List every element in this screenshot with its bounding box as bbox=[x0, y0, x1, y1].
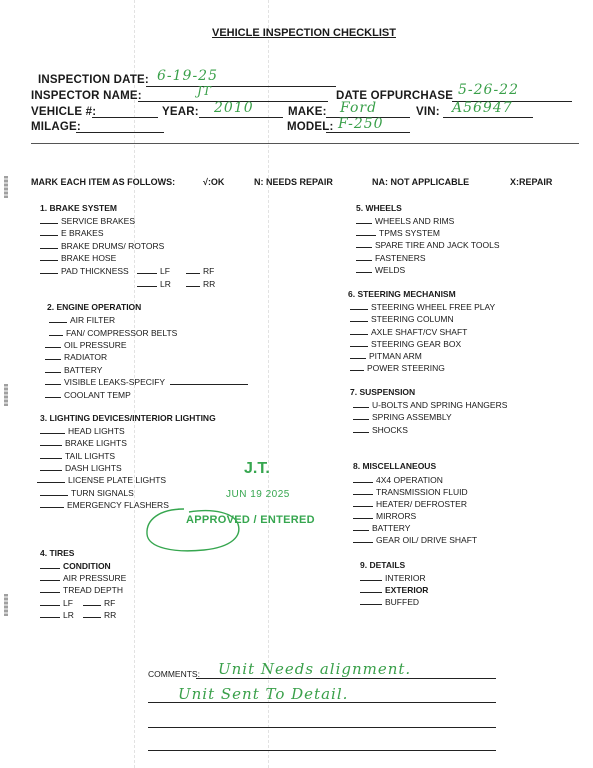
inspector-name-value[interactable]: JT bbox=[197, 84, 212, 98]
checklist-item[interactable]: FAN/ COMPRESSOR BELTS bbox=[49, 327, 177, 338]
pad-lf[interactable]: LF bbox=[137, 265, 170, 276]
legend-repair: X:REPAIR bbox=[510, 177, 553, 187]
pad-rf[interactable]: RF bbox=[186, 265, 214, 276]
brake-system-heading: 1. BRAKE SYSTEM bbox=[40, 203, 117, 213]
checklist-item[interactable]: EMERGENCY FLASHERS bbox=[40, 499, 169, 510]
model-value[interactable]: F-250 bbox=[338, 116, 384, 132]
tire-lr[interactable]: LR bbox=[40, 609, 74, 620]
suspension-heading: 7. SUSPENSION bbox=[350, 387, 416, 397]
engine-operation-heading: 2. ENGINE OPERATION bbox=[47, 302, 142, 312]
comment-line[interactable] bbox=[148, 727, 496, 728]
checklist-item[interactable]: E BRAKES bbox=[40, 227, 104, 238]
checklist-item[interactable]: HEATER/ DEFROSTER bbox=[353, 498, 467, 509]
checklist-item[interactable]: BRAKE DRUMS/ ROTORS bbox=[40, 240, 164, 251]
comment-line[interactable] bbox=[196, 678, 496, 679]
inspection-date-line bbox=[146, 86, 336, 87]
inspection-date-label: INSPECTION DATE: bbox=[38, 74, 149, 86]
checklist-item[interactable]: STEERING COLUMN bbox=[350, 313, 454, 324]
checklist-item[interactable]: GEAR OIL/ DRIVE SHAFT bbox=[353, 534, 477, 545]
miscellaneous-heading: 8. MISCELLANEOUS bbox=[353, 461, 437, 471]
checklist-item[interactable]: AXLE SHAFT/CV SHAFT bbox=[350, 326, 467, 337]
scan-artifact-line bbox=[268, 0, 269, 768]
make-label: MAKE: bbox=[288, 106, 327, 118]
comment-line[interactable] bbox=[148, 750, 496, 751]
vehicle-number-label: VEHICLE #: bbox=[31, 106, 97, 118]
comments-label: COMMENTS: bbox=[148, 669, 200, 679]
vin-line bbox=[443, 117, 533, 118]
inspection-date-value[interactable]: 6-19-25 bbox=[157, 68, 218, 84]
comment-line-2[interactable]: Unit Sent To Detail. bbox=[178, 685, 349, 703]
checklist-item[interactable]: SPRING ASSEMBLY bbox=[353, 411, 452, 422]
model-label: MODEL: bbox=[287, 121, 334, 133]
pad-rr[interactable]: RR bbox=[186, 278, 215, 289]
tires-condition[interactable]: CONDITION bbox=[40, 560, 111, 571]
checklist-item[interactable]: BATTERY bbox=[45, 364, 102, 375]
checklist-item[interactable]: EXTERIOR bbox=[360, 584, 428, 595]
checklist-item[interactable]: COOLANT TEMP bbox=[45, 389, 131, 400]
pad-lr[interactable]: LR bbox=[137, 278, 171, 289]
visible-leaks-specify-line[interactable] bbox=[170, 384, 248, 385]
checklist-item[interactable]: TURN SIGNALS bbox=[40, 487, 134, 498]
checklist-item[interactable]: STEERING GEAR BOX bbox=[350, 338, 461, 349]
checklist-item[interactable]: 4X4 OPERATION bbox=[353, 474, 443, 485]
milage-label: MILAGE: bbox=[31, 121, 81, 133]
stamp-status: APPROVED / ENTERED bbox=[186, 514, 315, 526]
page-title: VEHICLE INSPECTION CHECKLIST bbox=[212, 27, 396, 39]
checklist-item[interactable]: BATTERY bbox=[353, 522, 410, 533]
checklist-item[interactable]: SHOCKS bbox=[353, 424, 408, 435]
vehicle-number-line bbox=[92, 117, 158, 118]
steering-heading: 6. STEERING MECHANISM bbox=[348, 289, 456, 299]
checklist-item[interactable]: PAD THICKNESS bbox=[40, 265, 129, 276]
checklist-item[interactable]: TPMS SYSTEM bbox=[356, 227, 440, 238]
checklist-item[interactable]: TREAD DEPTH bbox=[40, 584, 123, 595]
checklist-item[interactable]: BUFFED bbox=[360, 596, 419, 607]
checklist-item[interactable]: VISIBLE LEAKS-SPECIFY bbox=[45, 376, 165, 387]
checklist-item[interactable]: BRAKE LIGHTS bbox=[40, 437, 127, 448]
checklist-item[interactable]: PITMAN ARM bbox=[350, 350, 422, 361]
stamp-initials: J.T. bbox=[244, 460, 270, 477]
milage-line bbox=[76, 132, 164, 133]
tires-heading: 4. TIRES bbox=[40, 548, 75, 558]
stamp-date: JUN 19 2025 bbox=[226, 489, 290, 500]
checklist-item[interactable]: MIRRORS bbox=[353, 510, 416, 521]
legend-needs-repair: N: NEEDS REPAIR bbox=[254, 177, 333, 187]
checklist-item[interactable]: WELDS bbox=[356, 264, 405, 275]
wheels-heading: 5. WHEELS bbox=[356, 203, 402, 213]
year-label: YEAR: bbox=[162, 106, 199, 118]
vin-label: VIN: bbox=[416, 106, 440, 118]
tire-rr[interactable]: RR bbox=[83, 609, 116, 620]
checklist-item[interactable]: WHEELS AND RIMS bbox=[356, 215, 454, 226]
inspector-name-label: INSPECTOR NAME: bbox=[31, 90, 142, 102]
checklist-item[interactable]: TAIL LIGHTS bbox=[40, 450, 115, 461]
legend-intro: MARK EACH ITEM AS FOLLOWS: bbox=[31, 177, 176, 187]
checklist-item[interactable]: LICENSE PLATE LIGHTS bbox=[37, 474, 166, 485]
checklist-item[interactable]: OIL PRESSURE bbox=[45, 339, 127, 350]
checklist-item[interactable]: DASH LIGHTS bbox=[40, 462, 122, 473]
tire-lf[interactable]: LF bbox=[40, 597, 73, 608]
checklist-item[interactable]: AIR PRESSURE bbox=[40, 572, 126, 583]
stamp-circle-mark bbox=[144, 506, 244, 554]
purchase-date-value[interactable]: 5-26-22 bbox=[458, 82, 519, 98]
purchase-date-label: DATE OFPURCHASE bbox=[336, 90, 454, 102]
checklist-item[interactable]: INTERIOR bbox=[360, 572, 426, 583]
checklist-item[interactable]: TRANSMISSION FLUID bbox=[353, 486, 468, 497]
checklist-item[interactable]: AIR FILTER bbox=[49, 314, 115, 325]
checklist-item[interactable]: POWER STEERING bbox=[350, 362, 445, 373]
vin-value[interactable]: A56947 bbox=[452, 100, 513, 116]
legend-ok: √:OK bbox=[203, 177, 225, 187]
comment-line-1[interactable]: Unit Needs alignment. bbox=[218, 660, 412, 678]
checklist-item[interactable]: HEAD LIGHTS bbox=[40, 425, 125, 436]
checklist-item[interactable]: SPARE TIRE AND JACK TOOLS bbox=[356, 239, 500, 250]
checklist-item[interactable]: FASTENERS bbox=[356, 252, 426, 263]
scan-smear bbox=[4, 384, 8, 406]
model-line bbox=[326, 132, 410, 133]
tire-rf[interactable]: RF bbox=[83, 597, 115, 608]
year-value[interactable]: 2010 bbox=[214, 100, 254, 116]
checklist-item[interactable]: RADIATOR bbox=[45, 351, 107, 362]
scan-smear bbox=[4, 594, 8, 616]
make-value[interactable]: Ford bbox=[340, 100, 378, 116]
checklist-item[interactable]: STEERING WHEEL FREE PLAY bbox=[350, 301, 495, 312]
scan-smear bbox=[4, 176, 8, 198]
checklist-item[interactable]: U-BOLTS AND SPRING HANGERS bbox=[353, 399, 507, 410]
legend-not-applicable: NA: NOT APPLICABLE bbox=[372, 177, 470, 187]
lighting-heading: 3. LIGHTING DEVICES/INTERIOR LIGHTING bbox=[40, 413, 216, 423]
checklist-item[interactable]: SERVICE BRAKES bbox=[40, 215, 135, 226]
details-heading: 9. DETAILS bbox=[360, 560, 406, 570]
header-divider bbox=[31, 143, 579, 144]
checklist-item[interactable]: BRAKE HOSE bbox=[40, 252, 116, 263]
year-line bbox=[199, 117, 283, 118]
